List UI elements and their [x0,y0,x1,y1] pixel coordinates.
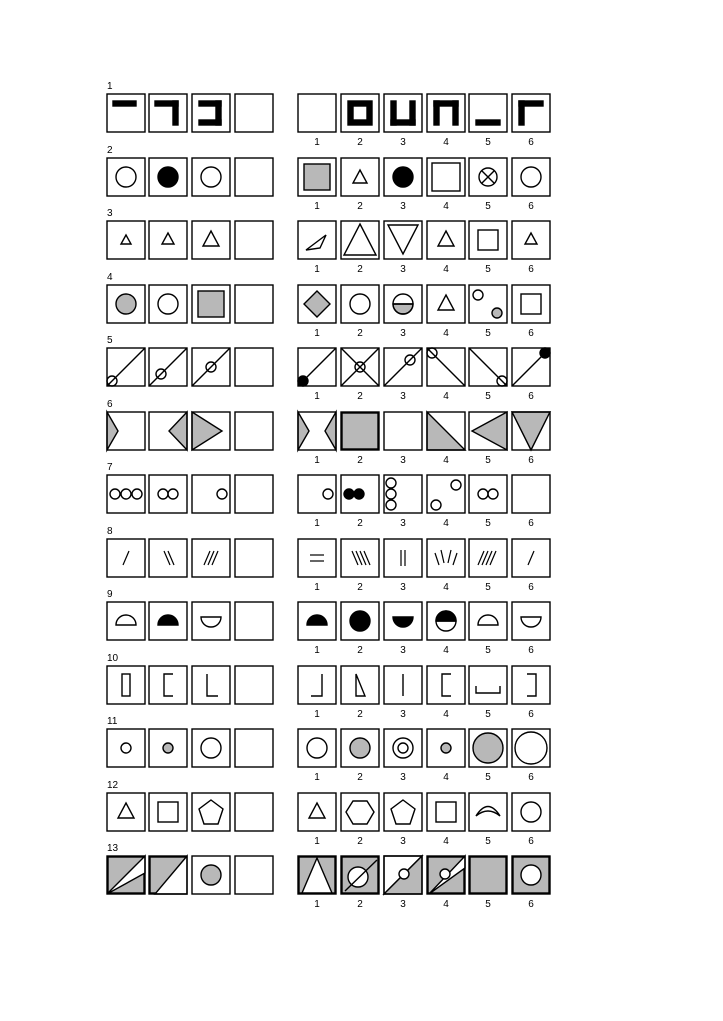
option-number: 6 [528,137,534,148]
problem-cell [192,221,230,259]
option-number: 4 [443,772,449,783]
problem-cell [149,539,187,577]
option-number: 5 [485,582,491,593]
option-number: 3 [400,201,406,212]
problem-cell [107,348,145,386]
row-number: 2 [107,145,113,156]
option-box [298,94,336,132]
option-number: 5 [485,264,491,275]
option-box [512,221,550,259]
problem-cell [107,666,145,704]
option-box [512,412,550,450]
row-number: 12 [107,780,119,791]
option-box [512,793,550,831]
option-box [427,285,465,323]
row-number: 10 [107,653,119,664]
option-box [384,729,422,767]
option-number: 4 [443,455,449,466]
option-number: 4 [443,582,449,593]
option-number: 5 [485,137,491,148]
row-number: 4 [107,272,113,283]
option-number: 3 [400,582,406,593]
option-box [384,158,422,196]
option-number: 3 [400,137,406,148]
option-box [469,158,507,196]
problem-cell [107,158,145,196]
option-number: 5 [485,328,491,339]
option-box [341,348,379,386]
option-number: 4 [443,391,449,402]
option-number: 2 [357,899,363,910]
option-number: 6 [528,772,534,783]
option-number: 5 [485,391,491,402]
option-number: 1 [314,582,320,593]
option-box [427,539,465,577]
option-box [298,729,336,767]
option-number: 4 [443,264,449,275]
option-number: 3 [400,391,406,402]
option-box [298,412,336,450]
answer-blank-box [235,539,273,577]
problem-cell [149,793,187,831]
problem-cell [107,729,145,767]
option-box [427,158,465,196]
option-box [469,475,507,513]
option-box [427,412,465,450]
problem-cell [149,666,187,704]
option-number: 6 [528,582,534,593]
option-number: 1 [314,518,320,529]
option-number: 2 [357,518,363,529]
option-box [341,285,379,323]
problem-cell [192,94,230,132]
problem-cell [149,348,187,386]
option-number: 4 [443,328,449,339]
option-box [341,602,379,640]
option-number: 2 [357,137,363,148]
option-box [298,539,336,577]
option-number: 6 [528,836,534,847]
problem-cell [107,793,145,831]
option-number: 3 [400,455,406,466]
problem-cell [192,475,230,513]
problem-cell [192,348,230,386]
option-box [298,158,336,196]
option-box [427,475,465,513]
option-number: 2 [357,328,363,339]
problem-cell [192,666,230,704]
option-box [384,221,422,259]
problem-cell [192,729,230,767]
option-box [469,94,507,132]
option-box [512,158,550,196]
option-number: 3 [400,836,406,847]
option-box [298,856,336,894]
option-box [384,602,422,640]
row-number: 3 [107,208,113,219]
option-number: 3 [400,772,406,783]
option-number: 5 [485,518,491,529]
option-number: 1 [314,391,320,402]
option-box [384,348,422,386]
option-box [469,539,507,577]
problem-cell [192,793,230,831]
option-box [341,475,379,513]
option-box [384,793,422,831]
option-number: 1 [314,264,320,275]
option-box [298,221,336,259]
option-number: 6 [528,645,534,656]
option-number: 5 [485,455,491,466]
option-number: 3 [400,709,406,720]
option-number: 5 [485,899,491,910]
option-number: 2 [357,709,363,720]
option-number: 1 [314,137,320,148]
option-box [469,602,507,640]
problem-cell [107,94,145,132]
option-box [298,475,336,513]
option-number: 2 [357,772,363,783]
option-box [384,539,422,577]
option-box [298,666,336,704]
problem-cell [192,158,230,196]
option-box [512,602,550,640]
option-box [341,539,379,577]
option-number: 2 [357,391,363,402]
row-number: 13 [107,843,119,854]
option-number: 5 [485,772,491,783]
option-box [512,475,550,513]
option-box [469,412,507,450]
answer-blank-box [235,158,273,196]
option-number: 1 [314,709,320,720]
option-number: 4 [443,899,449,910]
row-number: 5 [107,335,113,346]
option-number: 4 [443,836,449,847]
row-number: 6 [107,399,113,410]
answer-blank-box [235,475,273,513]
answer-blank-box [235,793,273,831]
option-box [427,348,465,386]
option-number: 1 [314,455,320,466]
option-number: 3 [400,645,406,656]
answer-blank-box [235,729,273,767]
option-number: 2 [357,836,363,847]
option-box [427,856,465,894]
option-box [512,856,550,894]
option-number: 4 [443,137,449,148]
problem-cell [149,602,187,640]
option-number: 3 [400,264,406,275]
row-number: 11 [107,716,118,727]
option-box [469,666,507,704]
option-number: 6 [528,391,534,402]
option-box [298,602,336,640]
problem-cell [192,412,230,450]
option-number: 4 [443,518,449,529]
option-box [384,856,422,894]
option-number: 3 [400,899,406,910]
option-number: 2 [357,264,363,275]
option-box [512,94,550,132]
option-number: 2 [357,201,363,212]
problem-cell [149,475,187,513]
problem-cell [149,94,187,132]
option-box [512,285,550,323]
answer-blank-box [235,602,273,640]
option-number: 3 [400,328,406,339]
option-number: 2 [357,645,363,656]
option-box [427,221,465,259]
option-number: 1 [314,899,320,910]
option-number: 1 [314,328,320,339]
option-box [341,729,379,767]
option-box [341,793,379,831]
option-box [512,539,550,577]
problem-cell [149,285,187,323]
option-number: 5 [485,645,491,656]
option-box [469,793,507,831]
problem-cell [107,285,145,323]
answer-blank-box [235,348,273,386]
answer-blank-box [235,285,273,323]
problem-cell [149,221,187,259]
problem-cell [192,856,230,894]
option-box [384,475,422,513]
problem-cell [149,729,187,767]
option-box [341,856,379,894]
option-box [298,793,336,831]
option-box [298,348,336,386]
row-number: 1 [107,81,113,92]
problem-cell [192,539,230,577]
option-box [298,285,336,323]
row-number: 8 [107,526,113,537]
option-number: 1 [314,836,320,847]
option-box [469,285,507,323]
option-box [341,221,379,259]
answer-blank-box [235,856,273,894]
option-box [469,221,507,259]
answer-blank-box [235,412,273,450]
option-number: 6 [528,455,534,466]
option-box [469,348,507,386]
option-number: 4 [443,645,449,656]
option-box [512,666,550,704]
option-box [512,729,550,767]
option-number: 1 [314,201,320,212]
option-box [427,94,465,132]
option-box [469,856,507,894]
problem-cell [149,412,187,450]
answer-blank-box [235,666,273,704]
problem-cell [149,158,187,196]
option-number: 6 [528,518,534,529]
problem-cell [107,539,145,577]
option-box [384,412,422,450]
row-number: 9 [107,589,113,600]
option-number: 6 [528,709,534,720]
option-box [341,666,379,704]
option-number: 1 [314,772,320,783]
option-number: 6 [528,201,534,212]
option-number: 2 [357,582,363,593]
problem-cell [192,285,230,323]
option-box [384,94,422,132]
option-box [427,666,465,704]
option-box [341,158,379,196]
option-box [427,602,465,640]
option-number: 5 [485,836,491,847]
problem-cell [149,856,187,894]
option-box [341,94,379,132]
option-box [384,666,422,704]
problem-cell [107,221,145,259]
option-box [341,412,379,450]
option-box [512,348,550,386]
option-number: 2 [357,455,363,466]
problem-cell [107,475,145,513]
option-box [427,793,465,831]
answer-blank-box [235,94,273,132]
option-number: 6 [528,899,534,910]
option-box [384,285,422,323]
answer-blank-box [235,221,273,259]
row-number: 7 [107,462,113,473]
problem-cell [107,412,145,450]
option-number: 6 [528,264,534,275]
option-box [427,729,465,767]
option-box [469,729,507,767]
option-number: 5 [485,709,491,720]
problem-cell [107,602,145,640]
option-number: 6 [528,328,534,339]
option-number: 5 [485,201,491,212]
option-number: 4 [443,201,449,212]
option-number: 4 [443,709,449,720]
option-number: 1 [314,645,320,656]
problem-cell [192,602,230,640]
option-number: 3 [400,518,406,529]
problem-cell [107,856,145,894]
